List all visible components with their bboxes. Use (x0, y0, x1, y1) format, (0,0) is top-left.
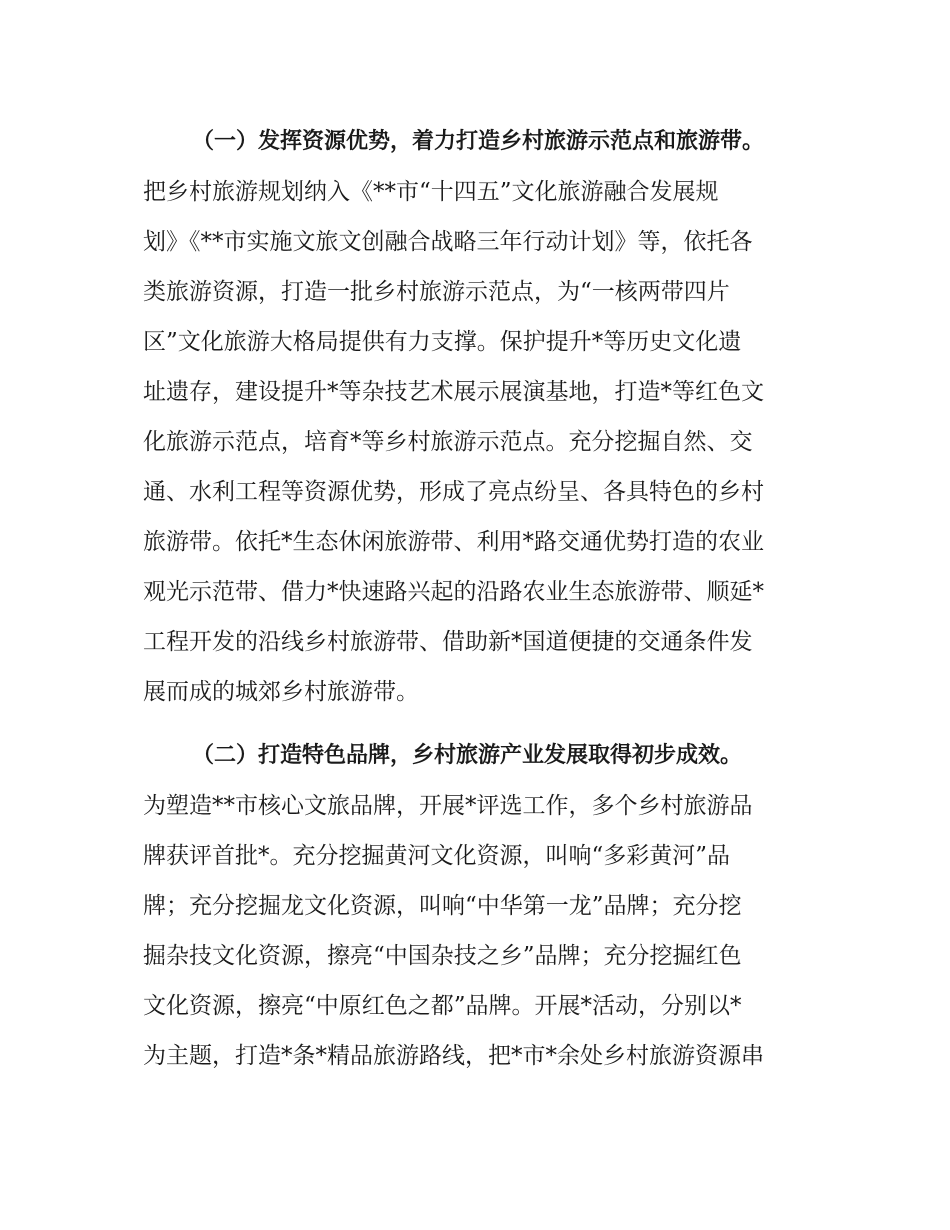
section-2-line: 为塑造**市核心文旅品牌，开展*评选工作，多个乡村旅游品 (143, 793, 753, 819)
section-2-heading: （二）打造特色品牌，乡村旅游产业发展取得初步成效。 (192, 743, 743, 768)
section-2-line: 文化资源，擦亮“中原红色之都”品牌。开展*活动，分别以* (143, 993, 742, 1019)
section-1-line: 划》《**市实施文旅文创融合战略三年行动计划》等，依托各 (143, 229, 753, 255)
section-1-line: 化旅游示范点，培育*等乡村旅游示范点。充分挖掘自然、交 (143, 429, 753, 455)
section-1-line: 类旅游资源，打造一批乡村旅游示范点，为“一核两带四片 (143, 279, 730, 305)
section-2-line: 掘杂技文化资源，擦亮“中国杂技之乡”品牌；充分挖掘红色 (143, 943, 742, 969)
section-1-heading: （一）发挥资源优势，着力打造乡村旅游示范点和旅游带。 (192, 129, 765, 154)
section-1-line: 旅游带。依托*生态休闲旅游带、利用*路交通优势打造的农业 (143, 529, 764, 555)
section-1-line: 通、水利工程等资源优势，形成了亮点纷呈、各具特色的乡村 (143, 479, 764, 505)
section-2-line: 为主题，打造*条*精品旅游路线，把*市*余处乡村旅游资源串 (143, 1043, 764, 1069)
section-1-line: 把乡村旅游规划纳入《**市“十四五”文化旅游融合发展规 (143, 179, 719, 205)
section-1-line: 址遗存，建设提升*等杂技艺术展示展演基地，打造*等红色文 (143, 379, 764, 405)
section-1-line: 观光示范带、借力*快速路兴起的沿路农业生态旅游带、顺延* (143, 579, 764, 605)
section-2-line: 牌获评首批*。充分挖掘黄河文化资源，叫响“多彩黄河”品 (143, 843, 731, 869)
section-1-line: 区”文化旅游大格局提供有力支撑。保护提升*等历史文化遗 (143, 329, 742, 355)
section-1-line: 工程开发的沿线乡村旅游带、借助新*国道便捷的交通条件发 (143, 629, 753, 655)
section-2-line: 牌；充分挖掘龙文化资源，叫响“中华第一龙”品牌；充分挖 (143, 893, 742, 919)
section-1-line: 展而成的城郊乡村旅游带。 (143, 679, 419, 705)
